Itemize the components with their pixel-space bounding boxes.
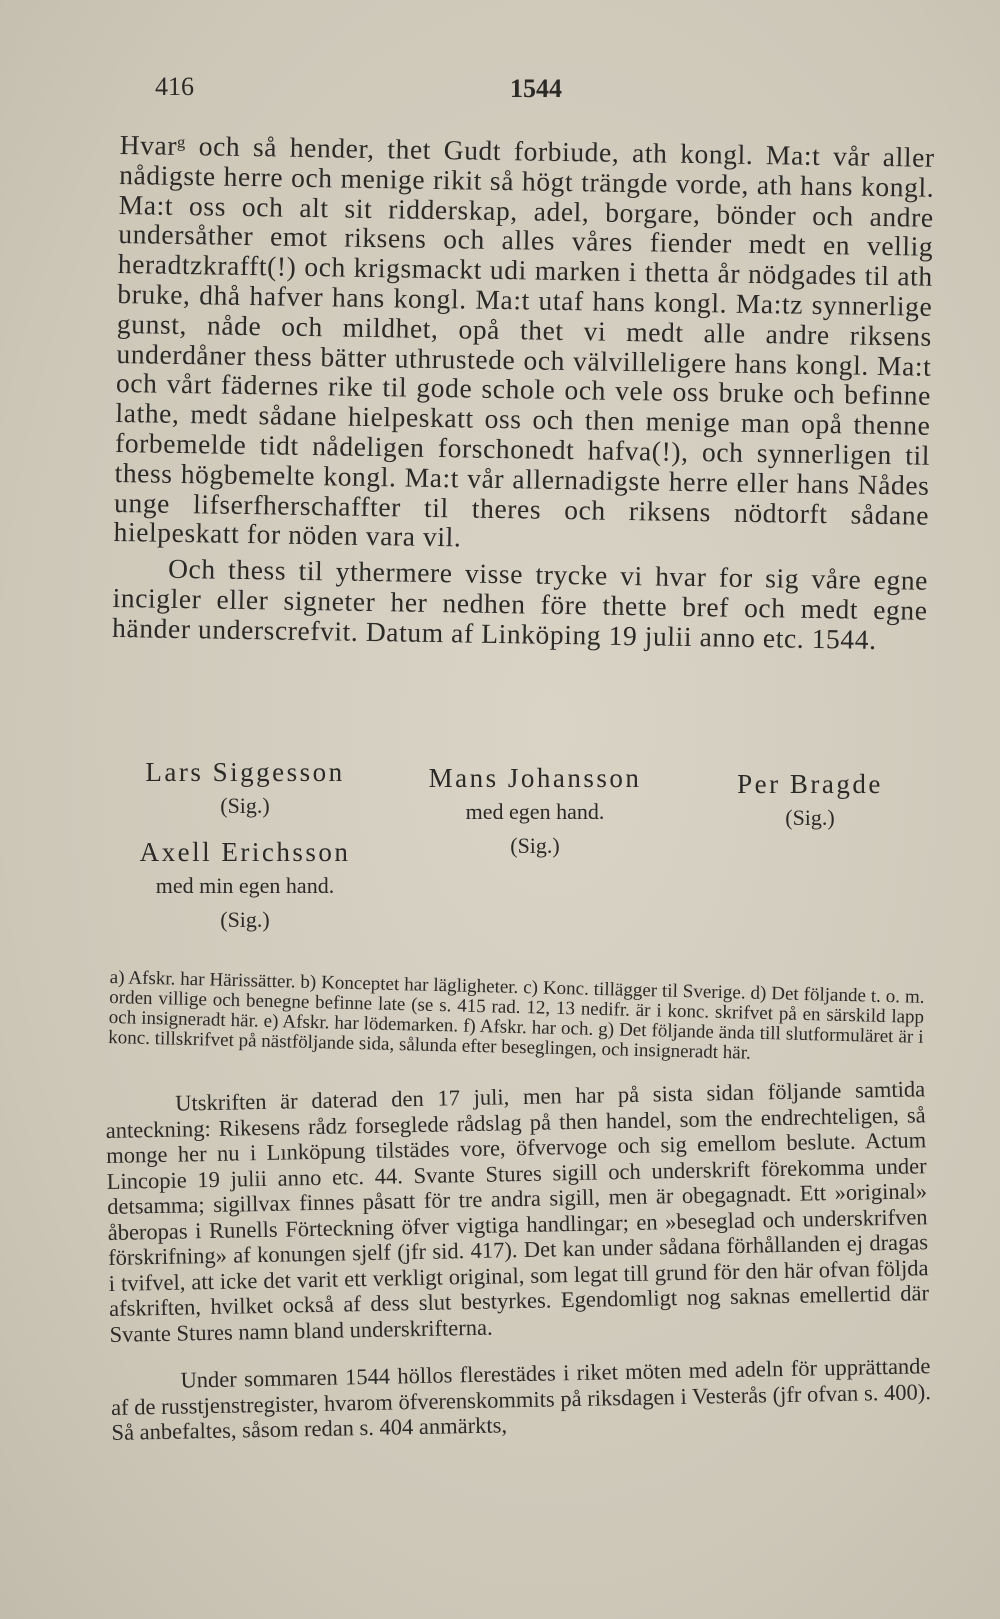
decree-text bbox=[112, 130, 935, 655]
signature-mans-johansson bbox=[400, 761, 670, 863]
seal-mark: (Sig.) bbox=[220, 907, 270, 932]
signature-lars-siggesson bbox=[120, 755, 370, 823]
running-head-year: 1544 bbox=[510, 74, 562, 103]
seal-mark: (Sig.) bbox=[220, 793, 270, 818]
decree-paragraph: Hvarᵍ och så hender, thet Gudt forbiude, ath kongl. Ma:t vår aller nådigste herre och menige rikit så högt trängde vorde, ath hans kongl. Ma:t oss och alt sit ridderskap, adel, borgare, bönder och andre undersåther emot riksens och alles våres fiender medt en vellig heradtzkrafft(!) och krigsmackt udi marken i thetta år nödgades til ath bruke, dhå hafver hans kongl. Ma:t utaf hans kongl. Ma:tz synnerlige gunst, nåde och mildhet, opå thet vi medt alle andre riksens underdåner thess bätter uthrustede och välvilleligere hans kongl. Ma:t och vårt fädernes rike til gode schole och vele oss bruke och befinne lathe, medt sådane hielpeskatt oss och then menige man opå thenne forbemelde tidt nådeligen forschonedt hafva(!), och synnerligen til thess högbemelte kongl. Ma:t vår allernadigste herre eller hans Nådes unge lifserfherschaffter til theres och riksens nödtorft sådane hielpeskatt for nöden vara vil. bbox=[113, 129, 935, 553]
seal-mark: (Sig.) bbox=[510, 833, 560, 858]
signer-name: Mans Johansson bbox=[428, 763, 642, 793]
signature-per-bragde bbox=[690, 767, 930, 835]
signer-name: Per Bragde bbox=[737, 769, 883, 799]
signer-name: Axell Erichsson bbox=[139, 837, 351, 867]
editorial-commentary bbox=[105, 1076, 932, 1445]
commentary-paragraph: Utskriften är daterad den 17 juli, men har på sista sidan följande samtida anteckning: Rikesens rådz forseglede rådslag på then handel, som the endrechteligen, så monge her nu i Lınköpung tilstädes vore, öfvervoge och sig emellom beslute. Actum Lincopie 19 julii anno etc. 44. Svante Stures sigill och underskrift förekomma under detsamma; sigillvax finnes påsatt för tre andra sigill, men är obegagnadt. Ett »original» åberopas i Runells Förteckning öfver vigtiga handlingar; en »beseglad och underskrifven förskrifning» af konungen sjelf (jfr sid. 417). Det kan under sådana förhållanden ej dragas i tvifvel, att icke det varit ett verkligt original, som legat till grund för den här ofvan följda afskriften, hvilket också af dess slut bestyrkes. Egendomligt nog saknas emellertid där Svante Stures namn bland underskrifterna. bbox=[105, 1076, 930, 1347]
footnotes bbox=[108, 968, 925, 1068]
signer-name: Lars Siggesson bbox=[145, 757, 345, 787]
page-header bbox=[155, 72, 915, 112]
commentary-paragraph-next: Under sommaren 1544 höllos flerestädes i riket möten med adeln för upprättande af de russtjenstregister, hvarom öfverenskommits på riksdagen i Vesterås (jfr ofvan s. 400). Så anbefaltes, såsom redan s. 404 anmärkts, bbox=[110, 1353, 932, 1445]
signature-axell-erichsson bbox=[120, 835, 370, 937]
decree-paragraph-closing: Och thess til ythermere visse trycke vi hvar for sig våre egne incigler eller signeter her nedhen före thette bref och medt egne händer underscrefvit. Datum af Linköping 19 julii anno etc. 1544. bbox=[111, 552, 929, 655]
signature-note: med egen hand. bbox=[465, 799, 605, 824]
footnote-text: a) Afskr. har Härissätter. b) Konceptet har lägligheter. c) Konc. tillägger til Sverige. d) Det följande t. o. m. orden villige och benegne befinne late (se s. 415 rad. 12, 13 nedifr. är i konc. skrifvet på en särskild lapp och insigneradt här. e) Afskr. har lödemarken. f) Afskr. har och. g) Det följande ända till slutformuläret är i konc. tillskrifvet på nästföljande sida, sålunda efter beseglingen, och insigneradt här. bbox=[108, 967, 925, 1064]
signature-note: med min egen hand. bbox=[155, 873, 335, 898]
page-number: 416 bbox=[155, 72, 194, 101]
seal-mark: (Sig.) bbox=[785, 805, 835, 830]
signature-section bbox=[120, 755, 935, 965]
